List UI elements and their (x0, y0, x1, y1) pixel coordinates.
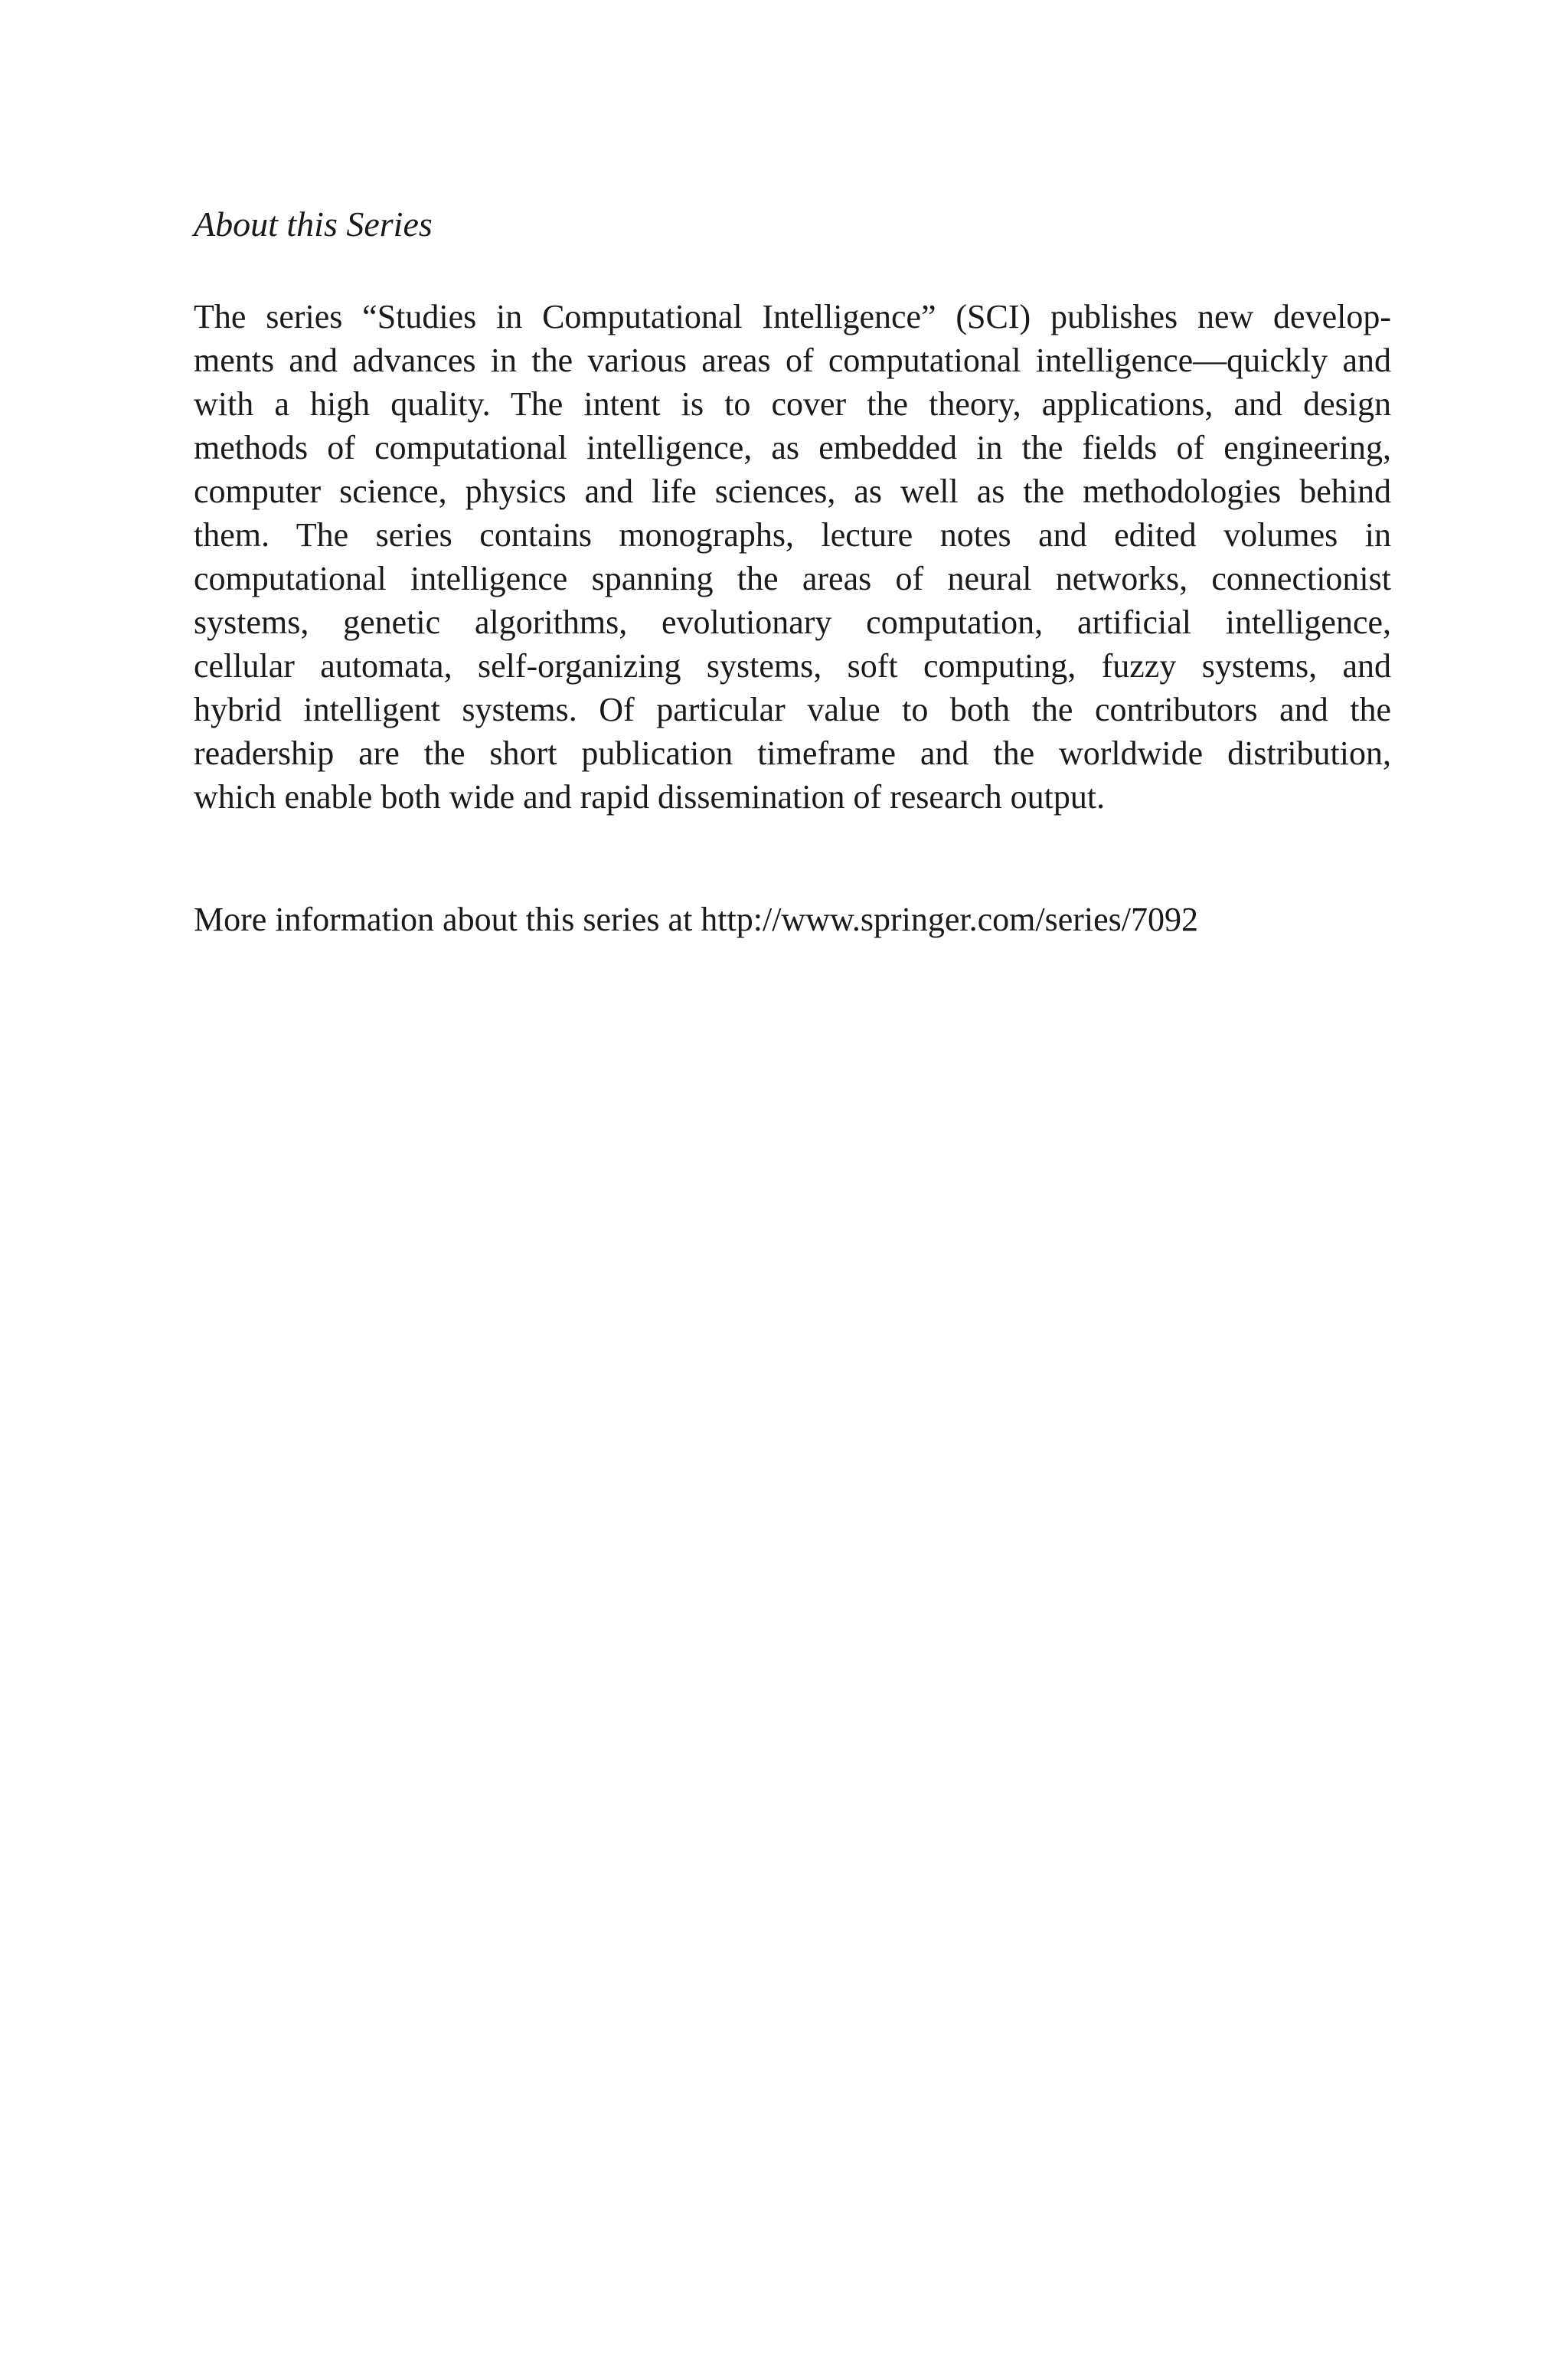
description-line: them. The series contains monographs, lecture notes and edited volumes in (194, 516, 1391, 554)
description-line: computer science, physics and life sciences, as well as the methodologies behind (194, 473, 1391, 510)
series-description (194, 295, 1391, 819)
section-heading: About this Series (194, 204, 433, 244)
description-line: methods of computational intelligence, as embedded in the fields of engineering, (194, 429, 1391, 466)
description-line: which enable both wide and rapid dissemination of research output. (194, 778, 1106, 816)
description-line: ments and advances in the various areas of computational intelligence—quickly and (194, 342, 1391, 379)
description-line: readership are the short publication timeframe and the worldwide distribution, (194, 734, 1391, 772)
description-line: hybrid intelligent systems. Of particular value to both the contributors and the (194, 691, 1391, 728)
description-line: The series “Studies in Computational Intelligence” (SCI) publishes new develop- (194, 298, 1391, 335)
description-line: cellular automata, self-organizing systems, soft computing, fuzzy systems, and (194, 647, 1391, 685)
description-line: computational intelligence spanning the areas of neural networks, connectionist (194, 560, 1391, 597)
description-line: systems, genetic algorithms, evolutionary computation, artificial intelligence, (194, 603, 1391, 641)
more-info-text: More information about this series at http://www.springer.com/series/7092 (194, 901, 1199, 938)
description-line: with a high quality. The intent is to cover the theory, applications, and design (194, 385, 1391, 423)
